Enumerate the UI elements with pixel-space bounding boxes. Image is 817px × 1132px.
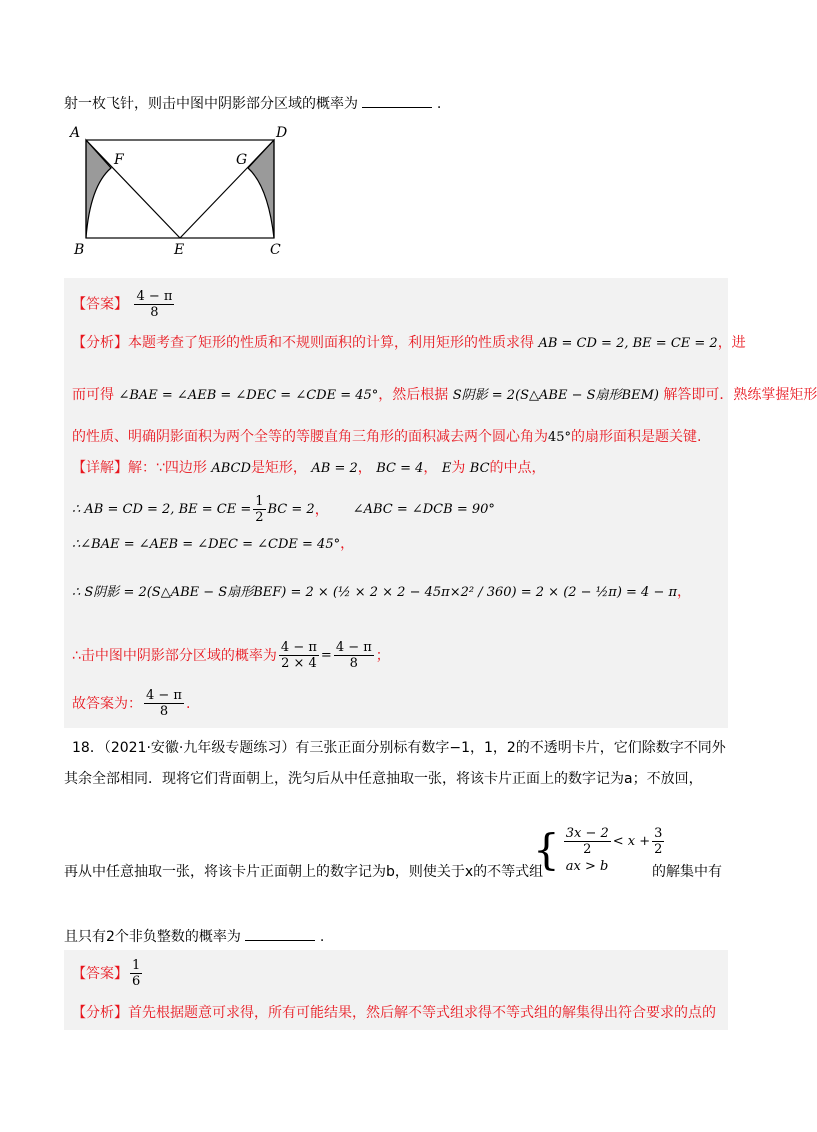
label-c: C: [270, 242, 281, 258]
label-d: D: [276, 125, 288, 141]
analysis-line-1: 【分析】本题考查了矩形的性质和不规则面积的计算，利用矩形的性质求得 AB = CD = 2, BE = CE = 2，进: [72, 335, 746, 351]
detail-line-1: 【详解】解：∵四边形 ABCD是矩形， AB = 2， BC = 4， E为 BC的中点，: [72, 460, 546, 476]
segment-ae: [86, 140, 180, 238]
answer-blank-18: [245, 926, 315, 941]
segment-de: [180, 140, 274, 238]
inequality-2: ax > b: [565, 859, 609, 874]
q17-text: 射一枚飞针，则击中图中阴影部分区域的概率为 .: [64, 93, 441, 114]
answer-blank: [362, 93, 432, 108]
answer-fraction: $\frac{4 - \pi}{8}$: [136, 289, 173, 320]
inequality-system: { $\frac{3x - 2}{2}$ < x + $\frac{3}{2}$ ax > b: [533, 826, 666, 874]
detail-line-4: ∴ S阴影 = 2(S△ABE − S扇形BEF) = 2 × (½ × 2 × 2 − 45π×2² / 360) = 2 × (2 − ½π) = 4 − π，: [72, 584, 692, 600]
q18-line-3: 再从中任意抽取一张，将该卡片正面朝上的数字记为b，则使关于x的不等式组: [64, 864, 544, 880]
detail-line-2: ∴ AB = CD = 2, BE = CE = $\frac{1}{2}$ BC = 2 ， ∠ABC = ∠DCB = 90°: [72, 494, 495, 525]
q18-line-4: 且只有2个非负整数的概率为 .: [64, 926, 324, 947]
label-g: G: [236, 152, 248, 168]
label-a: A: [70, 125, 81, 141]
detail-line-5: ∴击中图中阴影部分区域的概率为 $\frac{4 - \pi}{2 \times 4}$ = $\frac{4 - \pi}{8}$ ；: [72, 640, 390, 671]
answer-row-17: 【答案】 $\frac{4 - \pi}{8}$: [72, 289, 173, 320]
q18-line-3b: 的解集中有: [652, 864, 722, 880]
analysis-18: 【分析】首先根据题意可求得，所有可能结果，然后解不等式组求得不等式组的解集得出符合要求的点的: [72, 1005, 716, 1021]
q18-line-2: 其余全部相同．现将它们背面朝上，洗匀后从中任意抽取一张，将该卡片正面上的数字记为a；不放回，: [64, 771, 703, 787]
answer-row-18: 【答案】 $\frac{1}{6}$: [72, 958, 141, 989]
inequality-1: $\frac{3x - 2}{2}$ < x + $\frac{3}{2}$: [565, 826, 663, 857]
final-answer-line: 故答案为： $\frac{4 - \pi}{8}$ .: [72, 688, 191, 719]
label-e: E: [174, 242, 185, 258]
shaded-region-left: [86, 140, 111, 238]
detail-line-3: ∴∠BAE = ∠AEB = ∠DEC = ∠CDE = 45°，: [72, 536, 355, 552]
half-fraction: $\frac{1}{2}$: [255, 494, 264, 525]
analysis-line-2: 而可得 ∠BAE = ∠AEB = ∠DEC = ∠CDE = 45°，然后根据 S阴影 = 2(S△ABE − S扇形BEM) 解答即可．熟练掌握矩形: [72, 387, 817, 403]
q18-line-1: 18．（2021·安徽·九年级专题练习）有三张正面分别标有数字−1，1，2的不透明卡片，它们除数字不同外: [72, 740, 726, 756]
shaded-region-right: [248, 140, 274, 238]
label-f: F: [114, 152, 124, 168]
geometry-figure: [64, 120, 304, 260]
analysis-line-3: 的性质、明确阴影面积为两个全等的等腰直角三角形的面积减去两个圆心角为45°的扇形面积是题关键.: [72, 429, 702, 445]
label-b: B: [74, 242, 85, 258]
